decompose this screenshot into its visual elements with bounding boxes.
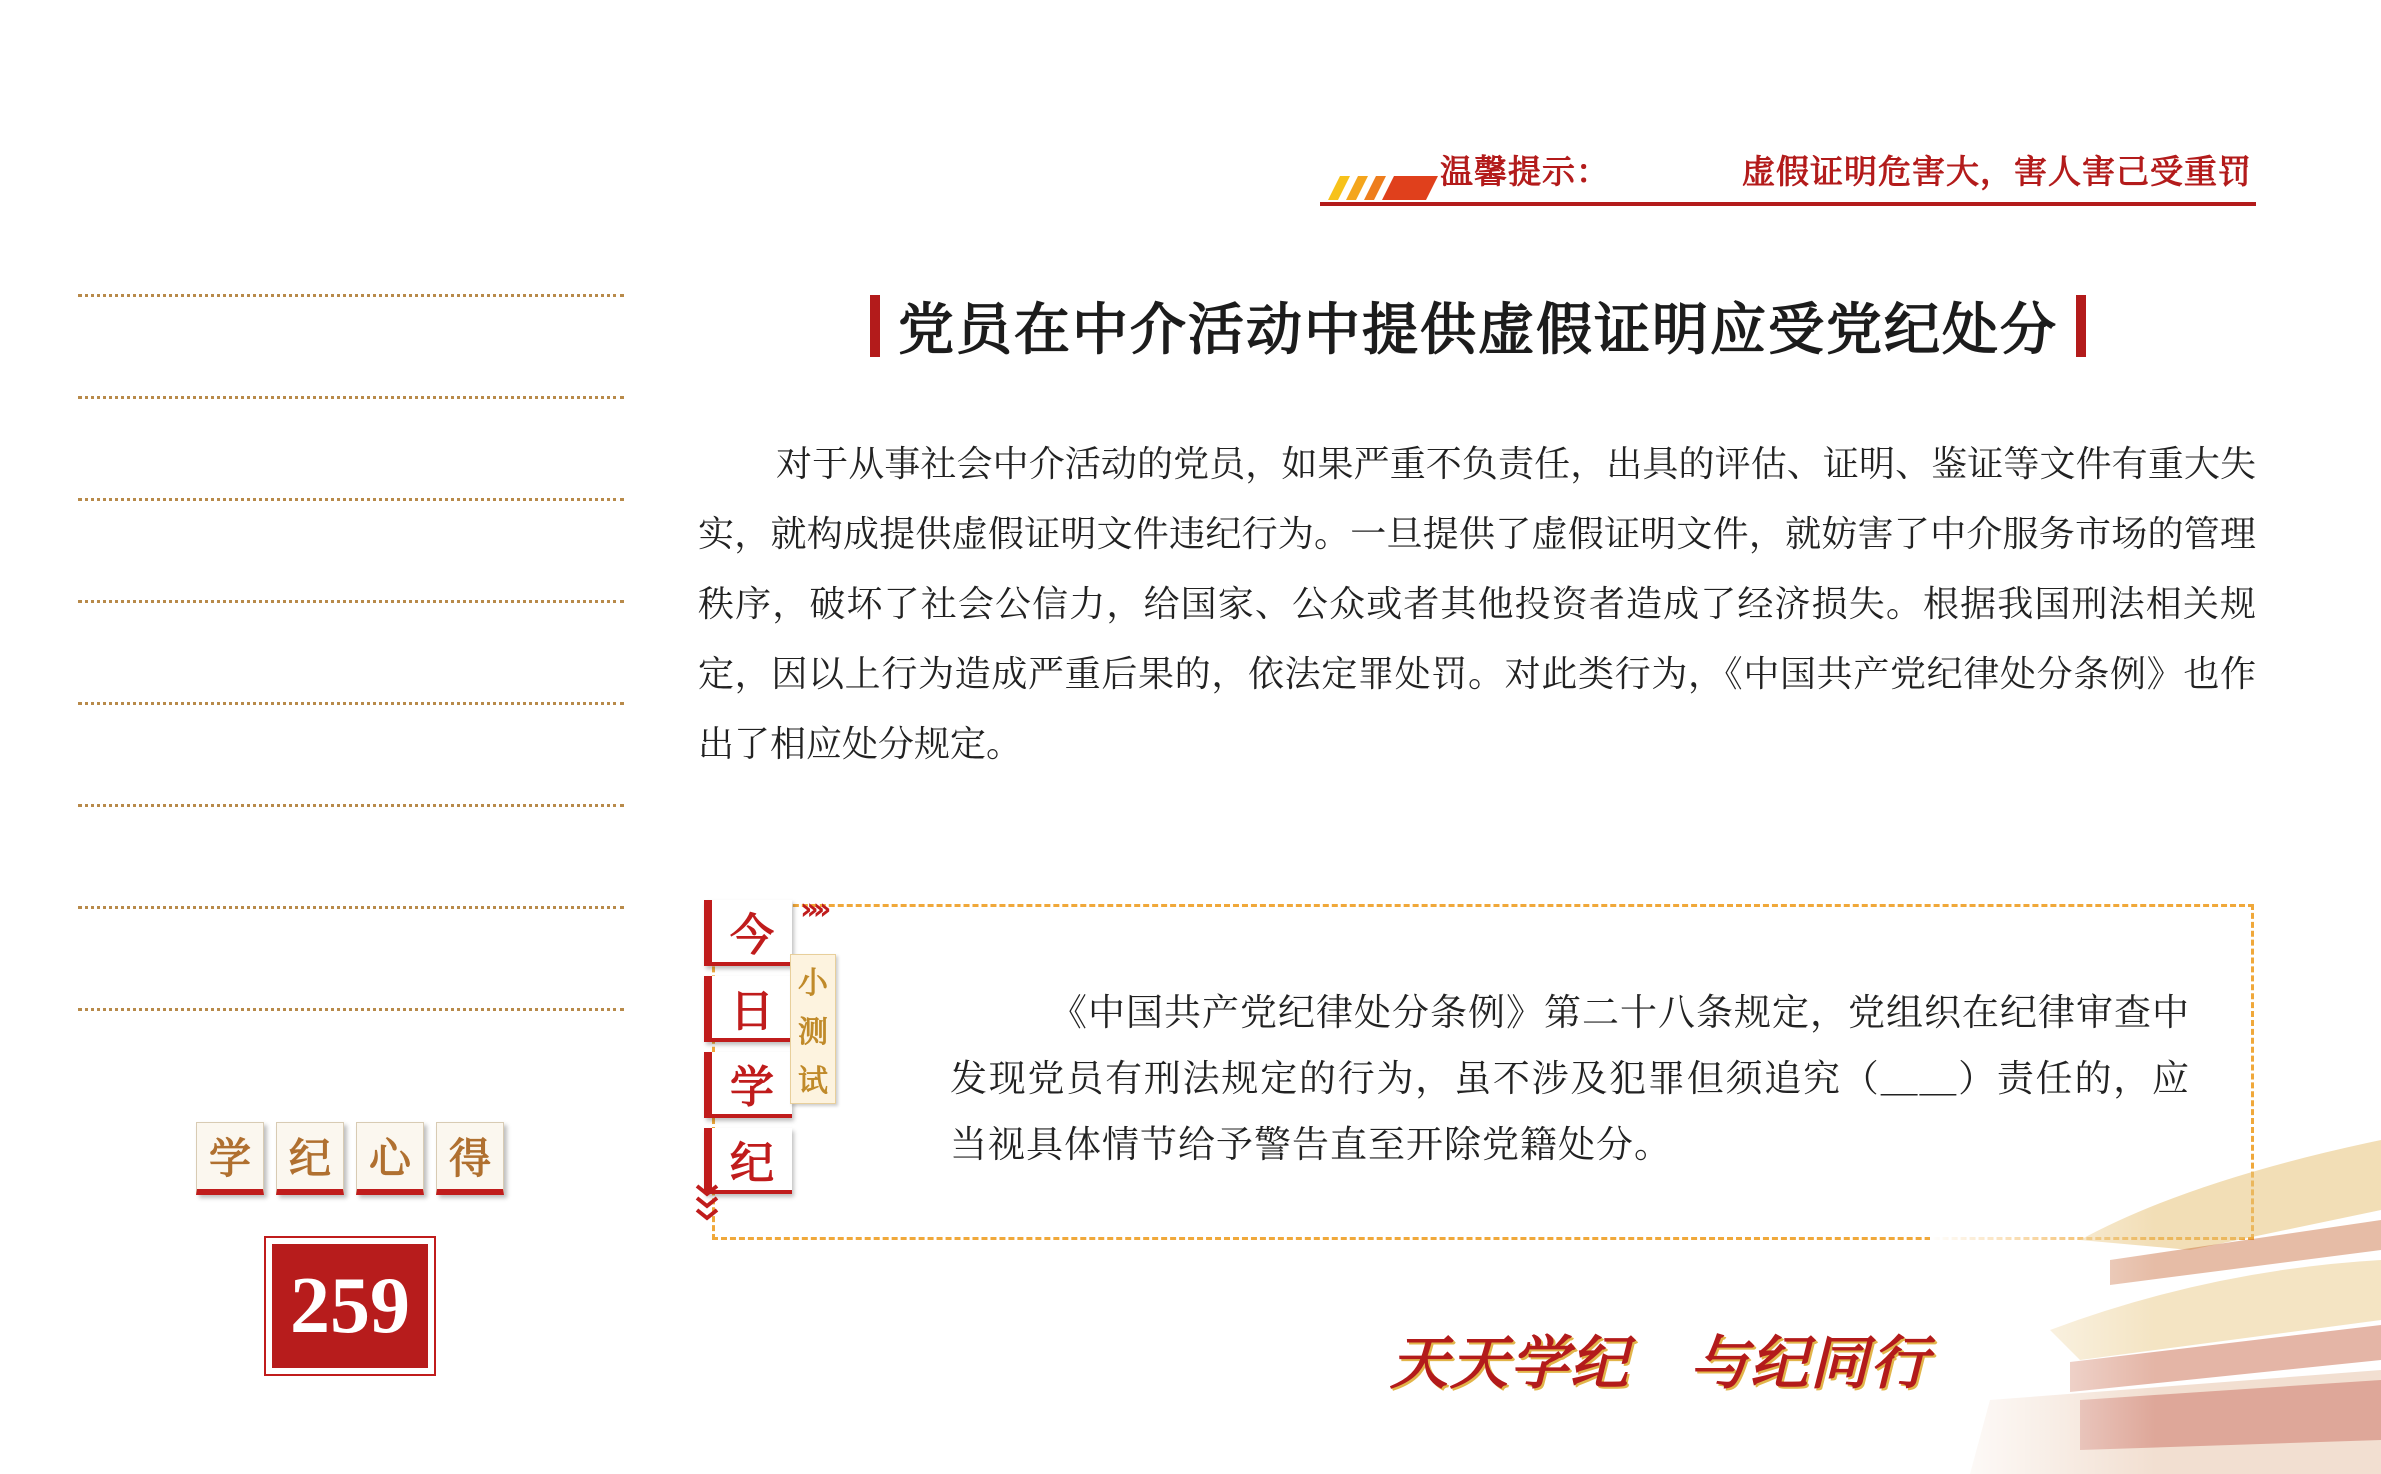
page-number-box — [264, 1236, 436, 1376]
tiananmen-building-icon — [1930, 1100, 2381, 1474]
stripes-decoration-icon — [1328, 176, 1438, 200]
note-line — [78, 906, 624, 909]
page-title: 党员在中介活动中提供虚假证明应受党纪处分 — [898, 298, 2058, 363]
note-line — [78, 1008, 624, 1011]
quiz-tag-char: 小 — [798, 965, 828, 1001]
tip-label: 温馨提示： — [1440, 152, 1610, 191]
note-line — [78, 396, 624, 399]
study-tile: 纪 — [276, 1122, 344, 1195]
quiz-tag-char: 测 — [798, 1014, 828, 1050]
study-tile: 心 — [356, 1122, 424, 1195]
quiz-heading — [704, 900, 792, 1194]
quiz-tile: 纪 — [704, 1128, 792, 1194]
chevrons-down-svg — [694, 1184, 720, 1228]
quiz-tile: 学 — [704, 1052, 792, 1118]
note-line — [78, 294, 624, 297]
quiz-tag — [790, 954, 836, 1104]
note-line — [78, 498, 624, 501]
title-bar-left — [870, 295, 880, 357]
title-bar-right — [2076, 295, 2086, 357]
study-notes-heading — [196, 1122, 504, 1195]
article-title — [808, 290, 2148, 362]
page-number: 259 — [272, 1244, 428, 1368]
note-line — [78, 804, 624, 807]
quiz-tag-char: 试 — [798, 1064, 828, 1100]
slogan: 天天学纪 与纪同行 — [1390, 1329, 1931, 1397]
tip-text: 虚假证明危害大，害人害己受重罚 — [1742, 152, 2252, 191]
quiz-question: 《中国共产党纪律处分条例》第二十八条规定，党组织在纪律审查中发现党员有刑法规定的行为，虽不涉及犯罪但须追究（＿＿）责任的，应当视具体情节给予警告直至开除党籍处分。 — [950, 991, 2190, 1166]
note-lines — [78, 294, 624, 1014]
note-line — [78, 600, 624, 603]
chevrons-right-icon: ›››› — [800, 892, 826, 927]
tip-banner — [1320, 140, 2256, 206]
quiz-tile: 今 — [704, 900, 792, 966]
quiz-tile: 日 — [704, 976, 792, 1042]
study-tile: 学 — [196, 1122, 264, 1195]
note-line — [78, 702, 624, 705]
tip-underline — [1320, 202, 2256, 206]
chevrons-down-icon — [694, 1184, 720, 1228]
study-tile: 得 — [436, 1122, 504, 1195]
article-body: 对于从事社会中介活动的党员，如果严重不负责任，出具的评估、证明、鉴证等文件有重大失实，就构成提供虚假证明文件违纪行为。一旦提供了虚假证明文件，就妨害了中介服务市场的管理秩序，破坏了社会公信力，给国家、公众或者其他投资者造成了经济损失。根据我国刑法相关规定，因以上行为造成严重后果的，依法定罪处罚。对此类行为，《中国共产党纪律处分条例》也作出了相应处分规定。 — [698, 444, 2256, 765]
